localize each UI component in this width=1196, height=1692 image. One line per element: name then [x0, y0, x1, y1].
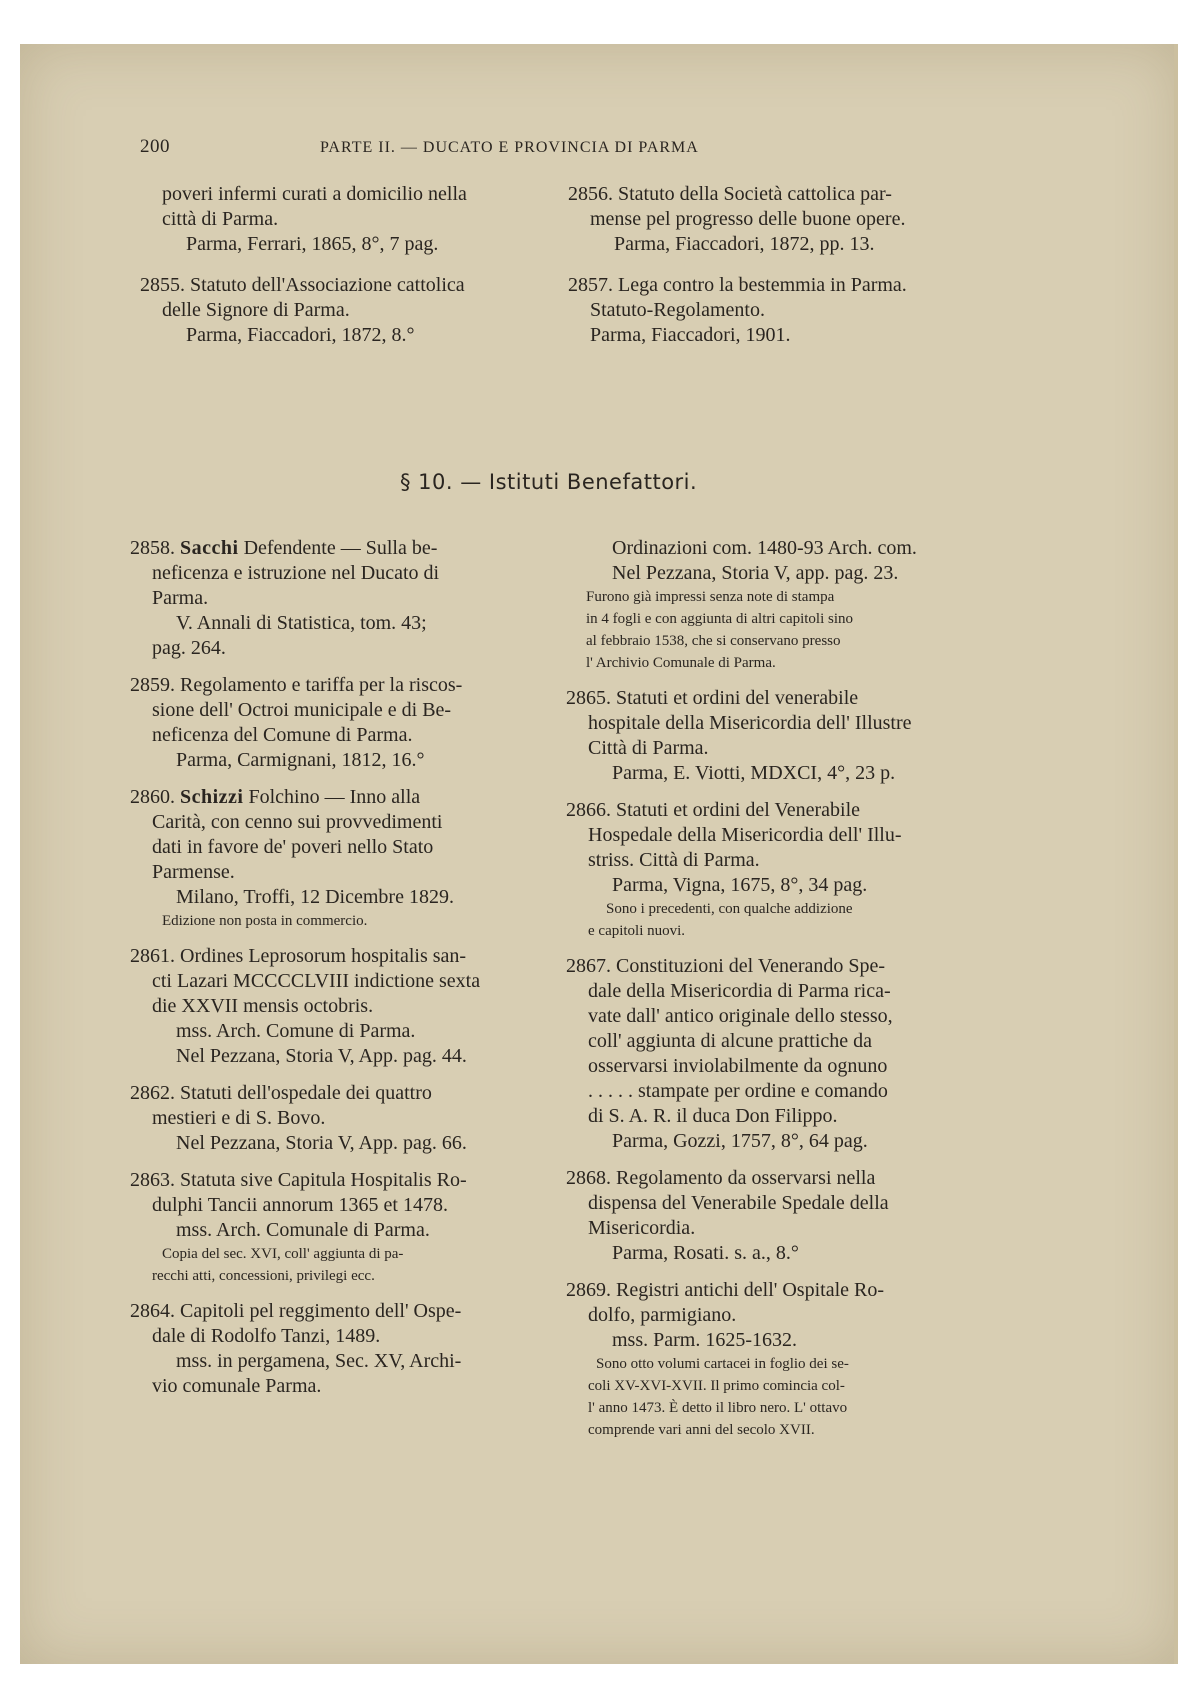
- text-line: osservarsi inviolabilmente da ognuno: [588, 1055, 888, 1077]
- entry-2858: 2858. Sacchi Defendente — Sulla be-: [130, 537, 438, 559]
- text-line: Misericordia.: [588, 1217, 696, 1239]
- entry-2864: 2864. Capitoli pel reggimento dell' Ospe-: [130, 1300, 462, 1322]
- text-line: dolfo, parmigiano.: [588, 1304, 737, 1326]
- note-line: Edizione non posta in commercio.: [162, 913, 368, 929]
- text-line: striss. Città di Parma.: [588, 849, 760, 871]
- text-line: Parma, Vigna, 1675, 8°, 34 pag.: [612, 874, 868, 896]
- text-line: dati in favore de' poveri nello Stato: [152, 836, 434, 858]
- text-line: Parma, Rosati. s. a., 8.°: [612, 1242, 799, 1264]
- entry-2867: 2867. Constituzioni del Venerando Spe-: [566, 955, 886, 977]
- entry-2866: 2866. Statuti et ordini del Venerabile: [566, 799, 861, 821]
- entry-2868: 2868. Regolamento da osservarsi nella: [566, 1167, 876, 1189]
- page-edge: [1174, 44, 1178, 1664]
- note-line: l' Archivio Comunale di Parma.: [586, 655, 776, 671]
- text-line: Parma.: [152, 587, 209, 609]
- text-line: delle Signore di Parma.: [162, 299, 350, 321]
- entry-2869: 2869. Registri antichi dell' Ospitale Ro-: [566, 1279, 884, 1301]
- text-line: die XXVII mensis octobris.: [152, 995, 374, 1017]
- note-line: comprende vari anni del secolo XVII.: [588, 1422, 815, 1438]
- entry-2861: 2861. Ordines Leprosorum hospitalis san-: [130, 945, 467, 967]
- note-line: Copia del sec. XVI, coll' aggiunta di pa-: [162, 1246, 404, 1262]
- text-line: Parma, Ferrari, 1865, 8°, 7 pag.: [186, 233, 439, 255]
- top-right-column: [568, 182, 988, 348]
- entry-2860: 2860. Schizzi Folchino — Inno alla: [130, 786, 421, 808]
- text-line: coll' aggiunta di alcune prattiche da: [588, 1030, 873, 1052]
- text-line: cti Lazari MCCCCLVIII indictione sexta: [152, 970, 481, 992]
- text-line: di S. A. R. il duca Don Filippo.: [588, 1105, 838, 1127]
- text-line: Parma, Fiaccadori, 1872, pp. 13.: [614, 233, 875, 255]
- entry-2865: 2865. Statuti et ordini del venerabile: [566, 687, 859, 709]
- text-line: mss. in pergamena, Sec. XV, Archi-: [176, 1350, 462, 1372]
- text-line: sione dell' Octroi municipale e di Be-: [152, 699, 452, 721]
- entry-2859: 2859. Regolamento e tariffa per la riscos-: [130, 674, 463, 696]
- entry-2855: 2855. Statuto dell'Associazione cattolica: [140, 274, 465, 296]
- text-line: Nel Pezzana, Storia V, App. pag. 66.: [176, 1132, 467, 1154]
- text-line: Milano, Troffi, 12 Dicembre 1829.: [176, 886, 454, 908]
- text-line: Nel Pezzana, Storia V, App. pag. 44.: [176, 1045, 467, 1067]
- note-line: l' anno 1473. È detto il libro nero. L' ottavo: [588, 1400, 848, 1416]
- text-line: dale di Rodolfo Tanzi, 1489.: [152, 1325, 381, 1347]
- text-line: città di Parma.: [162, 208, 279, 230]
- note-line: in 4 fogli e con aggiunta di altri capitoli sino: [586, 611, 854, 627]
- note-line: Sono i precedenti, con qualche addizione: [606, 901, 853, 917]
- text-line: mense pel progresso delle buone opere.: [590, 208, 906, 230]
- page-number: 200: [140, 136, 170, 157]
- note-line: coli XV-XVI-XVII. Il primo comincia col-: [588, 1378, 845, 1394]
- author-name: Sacchi: [180, 537, 239, 559]
- note-line: Sono otto volumi cartacei in foglio dei se-: [596, 1356, 849, 1372]
- text-line: Parma, Fiaccadori, 1901.: [590, 324, 791, 346]
- entry-2862: 2862. Statuti dell'ospedale dei quattro: [130, 1082, 432, 1104]
- top-left-column: [140, 182, 540, 348]
- text-line: . . . . . stampate per ordine e comando: [588, 1080, 888, 1102]
- text-line: hospitale della Misericordia dell' Illustre: [588, 712, 912, 734]
- right-column: [566, 536, 996, 1441]
- note-line: al febbraio 1538, che si conservano presso: [586, 633, 841, 649]
- text-line: vate dall' antico originale dello stesso,: [588, 1005, 893, 1027]
- note-line: Furono già impressi senza note di stampa: [586, 589, 835, 605]
- text-line: mss. Arch. Comunale di Parma.: [176, 1219, 430, 1241]
- continued-line: Ordinazioni com. 1480-93 Arch. com.: [612, 537, 917, 559]
- text-line: pag. 264.: [152, 637, 226, 659]
- text-line: mss. Parm. 1625-1632.: [612, 1329, 797, 1351]
- text-line: dulphi Tancii annorum 1365 et 1478.: [152, 1194, 448, 1216]
- text-line: Carità, con cenno sui provvedimenti: [152, 811, 443, 833]
- section-heading: § 10. — Istituti Benefattori.: [400, 470, 698, 494]
- left-column: [130, 536, 550, 1399]
- text-line: neficenza e istruzione nel Ducato di: [152, 562, 440, 584]
- text-line: V. Annali di Statistica, tom. 43;: [176, 612, 427, 634]
- text-line: Parmense.: [152, 861, 235, 883]
- text-line: dispensa del Venerabile Spedale della: [588, 1192, 889, 1214]
- note-line: recchi atti, concessioni, privilegi ecc.: [152, 1268, 375, 1284]
- text-line: neficenza del Comune di Parma.: [152, 724, 413, 746]
- text-line: Nel Pezzana, Storia V, app. pag. 23.: [612, 562, 899, 584]
- text-line: poveri infermi curati a domicilio nella: [162, 183, 467, 205]
- text-line: mss. Arch. Comune di Parma.: [176, 1020, 416, 1042]
- running-title: PARTE II. — DUCATO E PROVINCIA DI PARMA: [320, 139, 699, 156]
- text-line: Statuto-Regolamento.: [590, 299, 765, 321]
- text-line: Parma, Fiaccadori, 1872, 8.°: [186, 324, 415, 346]
- text-line: Città di Parma.: [588, 737, 709, 759]
- entry-2856: 2856. Statuto della Società cattolica par-: [568, 183, 892, 205]
- text-line: Parma, Gozzi, 1757, 8°, 64 pag.: [612, 1130, 868, 1152]
- entry-2863: 2863. Statuta sive Capitula Hospitalis Ro-: [130, 1169, 467, 1191]
- author-name: Schizzi: [180, 786, 244, 808]
- text-line: Parma, E. Viotti, MDXCI, 4°, 23 p.: [612, 762, 896, 784]
- note-line: e capitoli nuovi.: [588, 923, 686, 939]
- text-line: dale della Misericordia di Parma rica-: [588, 980, 891, 1002]
- text-line: Hospedale della Misericordia dell' Illu-: [588, 824, 902, 846]
- text-line: mestieri e di S. Bovo.: [152, 1107, 326, 1129]
- entry-2857: 2857. Lega contro la bestemmia in Parma.: [568, 274, 907, 296]
- text-line: vio comunale Parma.: [152, 1375, 322, 1397]
- text-line: Parma, Carmignani, 1812, 16.°: [176, 749, 425, 771]
